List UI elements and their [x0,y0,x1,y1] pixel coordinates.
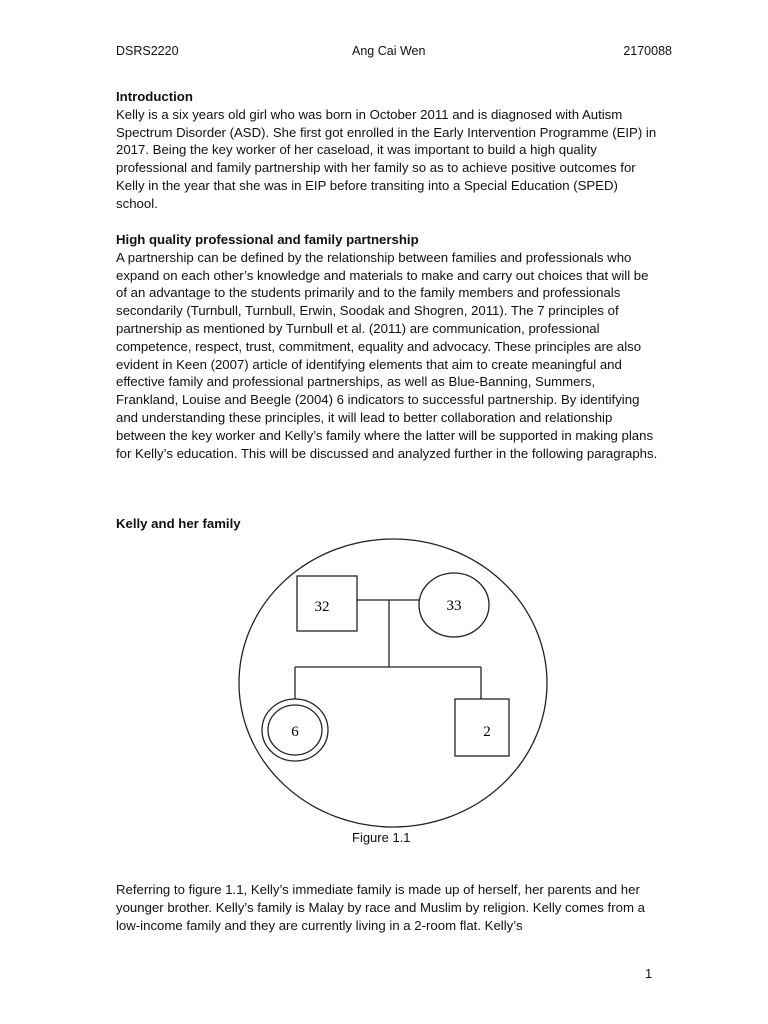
figure-caption: Figure 1.1 [352,830,411,845]
partnership-section [116,231,661,462]
page-number: 1 [645,966,653,981]
brother-square [455,699,509,756]
introduction-section [116,88,661,213]
introduction-body: Kelly is a six years old girl who was born in October 2011 and is diagnosed with Autism Spectrum Disorder (ASD). She first got enrolled in the Early Intervention Programme (EIP) in 2017. Being the key worker of her caseload, it was important to build a high quality professional and family partnership with her family so as to achieve positive outcomes for Kelly in the year that she was in EIP before transiting into a Special Education (SPED) school. [116,106,657,211]
brother-age: 2 [483,724,491,740]
course-code: DSRS2220 [116,44,179,58]
family-body: Referring to figure 1.1, Kelly’s immediate family is made up of herself, her parents and her younger brother. Kelly’s family is Malay by race and Muslim by religion. Kelly comes from a low-income family and they are currently living in a 2-room flat. Kelly’s [116,882,645,933]
student-id: 2170088 [623,44,672,58]
author-name: Ang Cai Wen [352,44,426,58]
family-section [116,515,661,533]
mother-age: 33 [446,598,462,614]
kelly-age: 6 [291,724,299,740]
household-boundary [239,539,547,827]
introduction-heading: Introduction [116,89,193,104]
genogram-diagram [232,532,554,828]
family-heading: Kelly and her family [116,516,241,531]
family-description [116,881,661,934]
partnership-body: A partnership can be defined by the relationship between families and professionals who expand on each other’s knowledge and materials to make and carry out choices that will be of an advantage to the students primarily and to the family members and professionals secondarily (Turnbull, Turnbull, Erwin, Soodak and Shogren, 2011). The 7 principles of partnership as mentioned by Turnbull et al. (2011) are communication, professional competence, respect, trust, commitment, equality and advocacy. These principles are also evident in Keen (2007) article of identifying elements that aim to create meaningful and effective family and professional partnerships, as well as Blue-Banning, Summers, Frankland, Louise and Beegle (2004) 6 indicators to successful partnership. By identifying and understanding these principles, it will lead to better collaboration and relationship between the key worker and Kelly’s family where the latter will be supported in making plans for Kelly’s education. This will be discussed and analyzed further in the following paragraphs. [116,249,658,461]
partnership-heading: High quality professional and family partnership [116,232,419,247]
page-header [116,44,672,62]
father-age: 32 [314,599,330,615]
